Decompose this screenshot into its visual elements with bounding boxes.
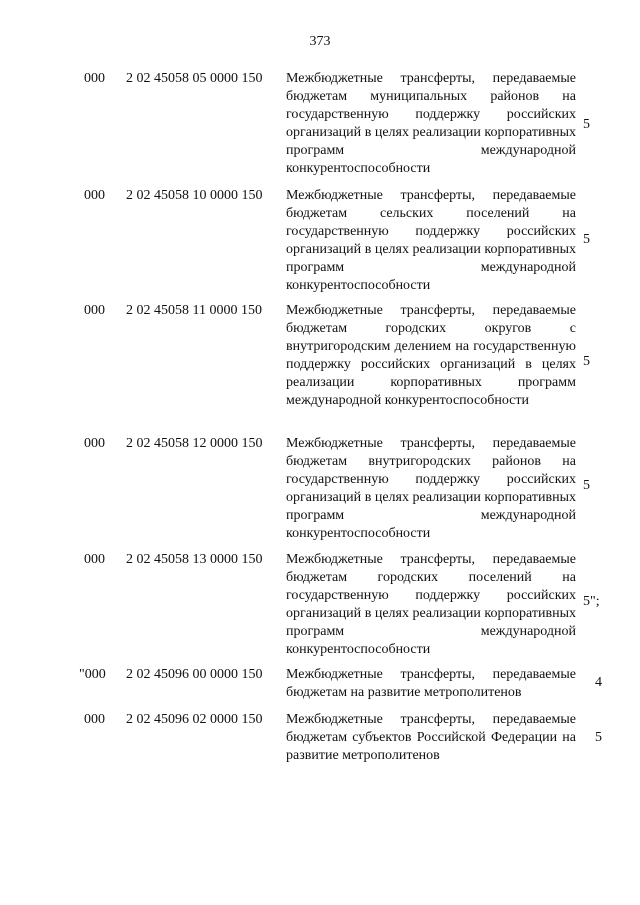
row-value: 5 [595, 730, 602, 745]
budget-classification-code: 2 02 45058 13 0000 150 [126, 552, 263, 567]
row-value: 5 [583, 354, 590, 369]
admin-code: 000 [84, 188, 105, 203]
row-value: 5"; [583, 594, 600, 609]
revenue-description: Межбюджетные трансферты, передаваемые бюджетам сельских поселений на государственную поддержку российских организаций в целях реализации корпоративных программ международной конкурентоспособности [286, 188, 576, 293]
page-number: 373 [309, 34, 331, 49]
admin-code: "000 [79, 667, 106, 682]
budget-classification-code: 2 02 45058 11 0000 150 [126, 303, 262, 318]
revenue-description: Межбюджетные трансферты, передаваемые бюджетам внутригородских районов на государственную поддержку российских организаций в целях реализации корпоративных программ международной конкурентоспособности [286, 436, 576, 541]
revenue-description: Межбюджетные трансферты, передаваемые бюджетам на развитие метрополитенов [286, 667, 576, 700]
revenue-description: Межбюджетные трансферты, передаваемые бюджетам муниципальных районов на государственную поддержку российских организаций в целях реализации корпоративных программ международной конкурентоспособности [286, 71, 576, 176]
row-value: 4 [595, 675, 602, 690]
admin-code: 000 [84, 712, 105, 727]
revenue-description: Межбюджетные трансферты, передаваемые бюджетам городских округов с внутригородским делением на государственную поддержку российских организаций в целях реализации корпоративных программ международной конкурентоспособности [286, 303, 576, 408]
budget-classification-code: 2 02 45096 00 0000 150 [126, 667, 263, 682]
row-value: 5 [583, 232, 590, 247]
row-value: 5 [583, 478, 590, 493]
admin-code: 000 [84, 552, 105, 567]
admin-code: 000 [84, 436, 105, 451]
revenue-description: Межбюджетные трансферты, передаваемые бюджетам городских поселений на государственную поддержку российских организаций в целях реализации корпоративных программ международной конкурентоспособности [286, 552, 576, 657]
admin-code: 000 [84, 303, 105, 318]
budget-classification-code: 2 02 45058 05 0000 150 [126, 71, 263, 86]
revenue-description: Межбюджетные трансферты, передаваемые бюджетам субъектов Российской Федерации на развитие метрополитенов [286, 712, 576, 763]
budget-classification-code: 2 02 45096 02 0000 150 [126, 712, 263, 727]
budget-classification-code: 2 02 45058 10 0000 150 [126, 188, 263, 203]
budget-classification-code: 2 02 45058 12 0000 150 [126, 436, 263, 451]
row-value: 5 [583, 117, 590, 132]
admin-code: 000 [84, 71, 105, 86]
